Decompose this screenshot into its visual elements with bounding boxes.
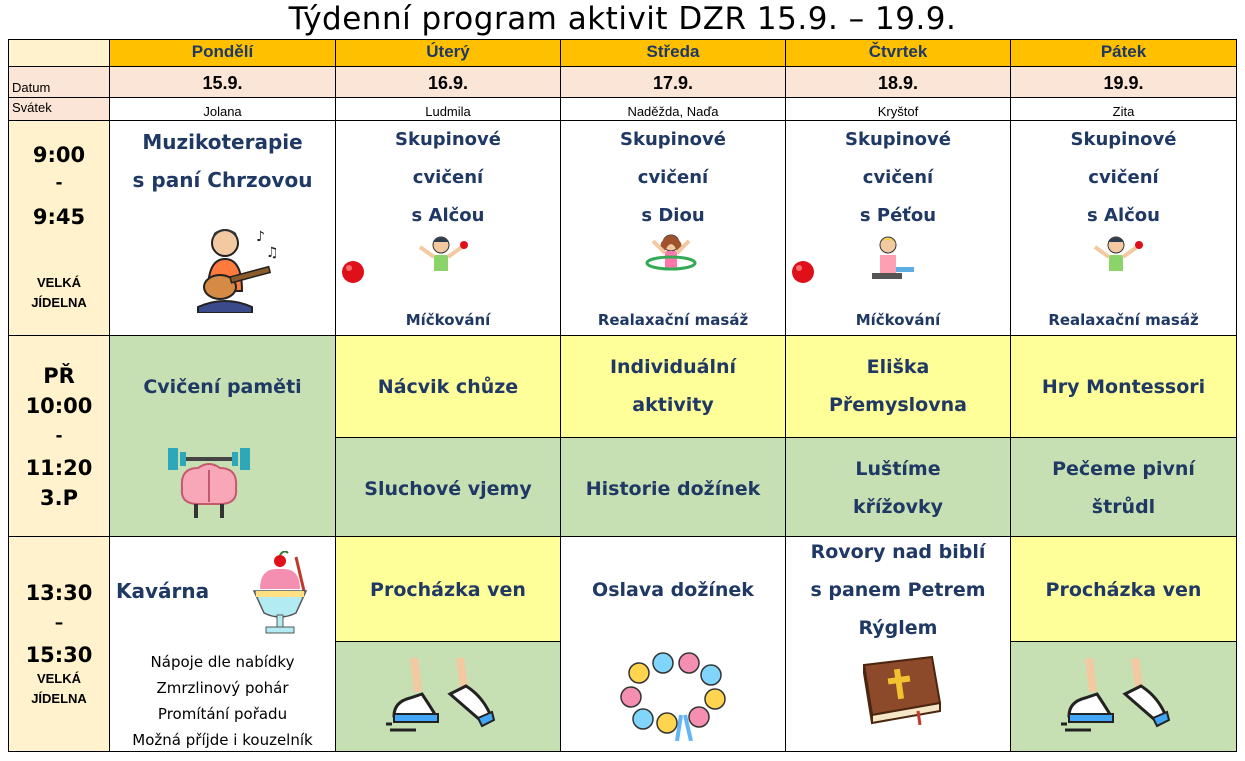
afternoon-mon-note-1: Nápoje dle nabídky — [150, 653, 295, 671]
midday-wed-bottom — [560, 437, 786, 537]
afternoon-tue-bottom — [335, 641, 561, 752]
walking-shoes-icon — [386, 658, 496, 734]
brain-exercise-icon — [166, 440, 252, 522]
morning-tue-l3: s Alčou — [411, 205, 485, 226]
midday-tue-bottom — [335, 437, 561, 537]
afternoon-tue-top — [335, 536, 561, 642]
datum-label: Datum — [12, 80, 51, 95]
morning-wed-l1: Skupinové — [620, 129, 726, 150]
afternoon-time-end: 15:30 — [25, 643, 93, 667]
midday-wed-top-l1: Individuální — [609, 356, 737, 378]
morning-loc2: JÍDELNA — [31, 295, 87, 310]
morning-wed-l2: cvičení — [637, 167, 709, 188]
afternoon-wed-text: Oslava dožínek — [592, 579, 754, 601]
midday-room: 3.P — [40, 486, 78, 510]
midday-fri-bottom-l2: štrůdl — [1091, 496, 1156, 518]
midday-tue-bottom-text: Sluchové vjemy — [364, 478, 532, 500]
afternoon-dash: – — [54, 613, 64, 633]
midday-fri-top-text: Hry Montessori — [1041, 376, 1206, 398]
page-title: Týdenní program aktivit DZR 15.9. – 19.9. — [288, 1, 957, 37]
date-tue: 16.9. — [335, 66, 561, 98]
exercise-woman-icon — [412, 235, 470, 275]
exercise-woman-icon — [1087, 235, 1145, 275]
midday-fri-bottom — [1010, 437, 1237, 537]
header-corner — [8, 39, 110, 67]
header-day-wed: Středa — [560, 39, 786, 67]
date-thu: 18.9. — [785, 66, 1011, 98]
afternoon-fri-text: Procházka ven — [1045, 579, 1202, 601]
ball-icon — [790, 259, 816, 285]
afternoon-tue-text: Procházka ven — [370, 579, 526, 601]
header-day-tue: Úterý — [335, 39, 561, 67]
date-fri: 19.9. — [1010, 66, 1237, 98]
afternoon-wed — [560, 536, 786, 752]
morning-dash: - — [55, 173, 63, 193]
morning-loc1: VELKÁ — [36, 275, 82, 290]
morning-mon-l2: s paní Chrzovou — [132, 168, 313, 192]
morning-tue-l2: cvičení — [412, 167, 484, 188]
svatek-tue: Ludmila — [335, 97, 561, 121]
datum-label-cell — [8, 66, 110, 98]
midday-wed-top — [560, 335, 786, 438]
midday-wed-top-l2: aktivity — [632, 394, 714, 416]
midday-mon — [109, 335, 336, 537]
morning-thu-l3: s Péťou — [859, 205, 937, 226]
midday-fri-bottom-l1: Pečeme pivní — [1052, 458, 1195, 480]
midday-thu-top — [785, 335, 1011, 438]
svatek-fri: Zita — [1010, 97, 1237, 121]
morning-mon — [109, 120, 336, 336]
header-day-fri: Pátek — [1010, 39, 1237, 67]
morning-thu-l1: Skupinové — [845, 129, 951, 150]
midday-tue-top — [335, 335, 561, 438]
morning-tue-l1: Skupinové — [395, 129, 501, 150]
svg-text:♫: ♫ — [266, 245, 279, 261]
morning-wed-sub: Realaxační masáž — [597, 311, 749, 329]
morning-mon-l1: Muzikoterapie — [142, 130, 303, 154]
svatek-mon: Jolana — [109, 97, 336, 121]
morning-fri-sub: Realaxační masáž — [1048, 311, 1199, 329]
afternoon-mon-note-4: Možná příjde i kouzelník — [132, 731, 313, 749]
morning-fri-l1: Skupinové — [1070, 129, 1177, 150]
midday-thu-top-l2: Přemyslovna — [829, 394, 967, 416]
date-mon: 15.9. — [109, 66, 336, 98]
afternoon-thu-l1: Rovory nad biblí — [810, 541, 986, 563]
midday-fri-top — [1010, 335, 1237, 438]
guitar-player-icon — [190, 221, 280, 313]
midday-wed-bottom-text: Historie dožínek — [585, 478, 761, 500]
midday-thu-bottom-l2: křížovky — [852, 496, 944, 518]
morning-fri-l3: s Alčou — [1087, 205, 1160, 226]
header-day-thu: Čtvrtek — [785, 39, 1011, 67]
hula-hoop-icon — [643, 231, 699, 281]
morning-tue — [335, 120, 561, 336]
svatek-label-cell — [8, 97, 110, 121]
svg-text:♪: ♪ — [256, 229, 265, 245]
dumbbell-woman-icon — [862, 235, 918, 281]
svatek-label: Svátek — [12, 100, 52, 115]
header-day-mon: Pondělí — [109, 39, 336, 67]
midday-dash: - — [55, 426, 63, 446]
afternoon-mon-note-2: Zmrzlinový pohár — [156, 679, 289, 697]
afternoon-time-start: 13:30 — [25, 581, 93, 605]
svatek-thu: Kryštof — [785, 97, 1011, 121]
flower-wreath-icon — [619, 651, 727, 741]
midday-time-start: 10:00 — [25, 394, 93, 418]
midday-mon-text: Cvičení paměti — [143, 376, 302, 398]
walking-shoes-icon — [1061, 658, 1171, 734]
svatek-wed: Naděžda, Naďa — [560, 97, 786, 121]
morning-tue-sub: Míčkování — [405, 311, 491, 329]
morning-time-start: 9:00 — [32, 143, 86, 167]
morning-thu-sub: Míčkování — [855, 311, 941, 329]
morning-fri — [1010, 120, 1237, 336]
afternoon-thu-l3: Rýglem — [858, 617, 938, 639]
midday-thu-top-l1: Eliška — [866, 356, 930, 378]
midday-time-cell — [8, 335, 110, 537]
morning-wed-l3: s Diou — [641, 205, 705, 226]
afternoon-loc2: JÍDELNA — [31, 691, 87, 706]
midday-pr: PŘ — [43, 364, 75, 388]
afternoon-mon — [109, 536, 336, 752]
morning-wed — [560, 120, 786, 336]
midday-tue-top-text: Nácvik chůze — [377, 376, 519, 398]
morning-time-end: 9:45 — [32, 205, 86, 229]
afternoon-fri-bottom — [1010, 641, 1237, 752]
midday-thu-bottom — [785, 437, 1011, 537]
afternoon-time-cell — [8, 536, 110, 752]
afternoon-mon-title: Kavárna — [116, 579, 210, 603]
morning-thu-l2: cvičení — [862, 167, 934, 188]
afternoon-loc1: VELKÁ — [36, 671, 82, 686]
morning-time-cell — [8, 120, 110, 336]
afternoon-thu — [785, 536, 1011, 752]
midday-time-end: 11:20 — [25, 456, 93, 480]
midday-thu-bottom-l1: Luštíme — [855, 458, 941, 480]
ball-icon — [340, 259, 366, 285]
afternoon-fri-top — [1010, 536, 1237, 642]
ice-cream-icon — [250, 551, 314, 637]
morning-thu — [785, 120, 1011, 336]
date-wed: 17.9. — [560, 66, 786, 98]
bible-icon — [858, 655, 942, 725]
afternoon-mon-note-3: Promítání pořadu — [157, 705, 288, 723]
afternoon-thu-l2: s panem Petrem — [810, 579, 986, 601]
morning-fri-l2: cvičení — [1088, 167, 1159, 188]
